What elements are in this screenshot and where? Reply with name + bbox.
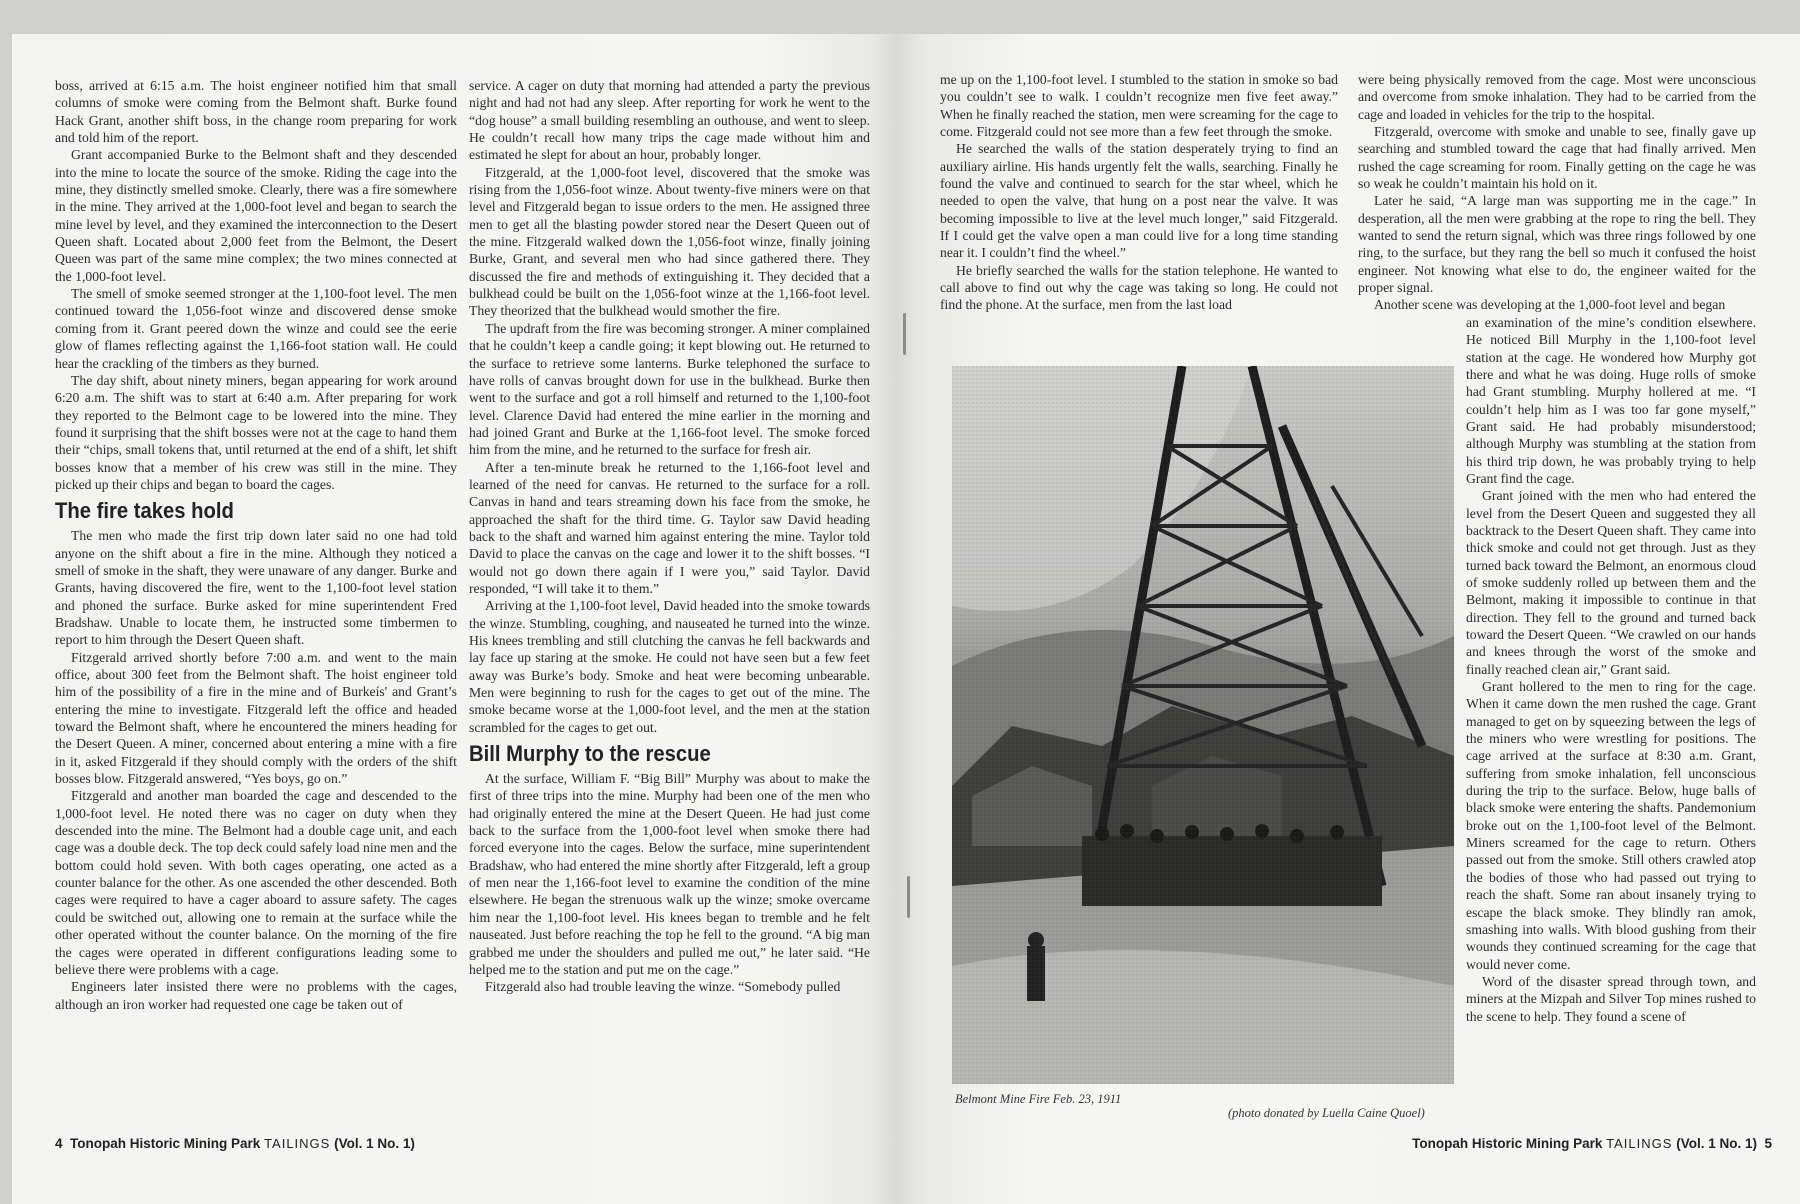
paragraph: Grant joined with the men who had entered the level from the Desert Queen and suggested they all backtrack to the Desert Queen shaft. They came into thick smoke and could not get through. Just as they turned back toward the Belmont, an enormous cloud of smoke suddenly rolled up between them and the Belmont, making it impossible to continue in that direction. They fell to the ground and turned back toward the Desert Queen. “We crawled on our hands and knees through the worst of the smoke and finally reached clean air,” Grant said. — [1466, 488, 1756, 677]
volume-label: (Vol. 1 No. 1) — [334, 1136, 415, 1151]
right-page-footer — [1412, 1136, 1772, 1151]
paragraph: After a ten-minute break he returned to the 1,166-foot level and learned of the need for canvas. He returned to the surface for a roll. Canvas in hand and tears streaming down his face from the smoke, he approached the shaft for the third time. G. Taylor saw David heading back to the shaft and warned him against entering the mine. Taylor told David to place the canvas on the cage and lower it to the shift bosses. “I would not go down there again if I were you,” said Taylor. David responded, “I will take it to them.” — [469, 459, 870, 596]
paragraph: The day shift, about ninety miners, began appearing for work around 6:20 a.m. The shift was to start at 6:40 a.m. After preparing for work they reported to the Belmont cage to be lowered into the mine. They found it surprising that the shift bosses were not at the cage to hand them their “chips, small tokens that, until returned at the end of a shift, let shift bosses know that a member of his crew was still in the mine. They picked up their chips and began to board the cages. — [55, 372, 457, 492]
volume-label: (Vol. 1 No. 1) — [1676, 1136, 1757, 1151]
paragraph: Later he said, “A large man was supporting me in the cage.” In desperation, all the men were grabbing at the rope to ring the bell. They wanted to send the return signal, which was three rings followed by one ring, to the surface, but they rang the bell so much it confused the hoist engineer. Not knowing what else to do, the engineer waited for the proper signal. — [1358, 193, 1756, 296]
belmont-mine-fire-photo — [952, 366, 1454, 1084]
park-name: Tonopah Historic Mining Park — [70, 1136, 261, 1151]
left-column-2 — [469, 77, 870, 996]
paragraph: The smell of smoke seemed stronger at the 1,100-foot level. The men continued toward the 1,056-foot winze and discovered dense smoke coming from it. Grant peered down the winze and could see the eerie glow of flames reflecting against the 1,166-foot station wall. He could hear the crackling of the timbers as they burned. — [55, 286, 457, 371]
paragraph: Grant hollered to the men to ring for the cage. When it came down the men rushed the cage. Grant managed to get on by squeezing between the legs of the miners who were wrestling for positions. The cage arrived at the surface at 8:30 a.m. Grant, suffering from smoke inhalation, fell unconscious during the trip to the surface. Below, huge balls of black smoke were entering the shafts. Pandemonium broke out on the 1,100-foot level of the Belmont. Miners screamed for the cage to return. Others passed out from the smoke. Still others crawled atop the bodies of those who had passed out trying to reach the shaft. Some ran about insanely trying to escape the black smoke. They blindly ran amok, smashing into walls. With blood gushing from their wounds they continued screaming for the cage that would never come. — [1466, 679, 1756, 972]
paragraph: Engineers later insisted there were no problems with the cages, although an iron worker had requested one cage be taken out of — [55, 979, 457, 1012]
photo-credit: (photo donated by Luella Caine Quoel) — [1228, 1106, 1425, 1120]
paragraph: Fitzgerald also had trouble leaving the winze. “Somebody pulled — [485, 979, 841, 995]
tailings-logo: TAILINGS — [264, 1136, 331, 1151]
paragraph: He searched the walls of the station desperately trying to find an auxiliary airline. His hands urgently felt the walls, searching. Finally he found the valve and continued to search for the star wheel, which he needed to open the valve, that hung on a post near the valve. It was becoming impossible to live at the level much longer,” said Fitzgerald. If I could get the valve open a man could live for a long time standing near it. I couldn’t find the wheel.” — [940, 141, 1338, 261]
page-number: 4 — [55, 1136, 63, 1151]
paragraph: service. A cager on duty that morning had attended a party the previous night and had not had any sleep. After reporting for work he went to the “dog house” a small building resembling an outhouse, and went to sleep. He couldn’t recall how many trips the cage made without him and estimated he slept for about an hour, probably longer. — [469, 78, 870, 163]
paragraph: boss, arrived at 6:15 a.m. The hoist engineer notified him that small columns of smoke were coming from the Belmont shaft. Burke found Hack Grant, another shift boss, in the change room preparing for work and told him of the report. — [55, 78, 457, 146]
paragraph: At the surface, William F. “Big Bill” Murphy was about to make the first of three trips into the mine. Murphy had been one of the men who had originally entered the mine at the Desert Queen. He had just come back to the surface from the 1,000-foot level when smoke there had forced everyone into the cages. Below the surface, mine superintendent Bradshaw, who had entered the mine shortly after Fitzgerald, left a group of men near the 1,166-foot level to examine the condition of the mine elsewhere. He began the strenuous walk up the winze; smoke overcame him near the 1,100-foot level. His knees began to tremble and he felt nauseated. Just before reaching the top he fell to the ground. “A big man grabbed me under the shoulders and pulled me out,” he later said. “He helped me to the station and put me on the cage.” — [469, 771, 870, 977]
left-page — [12, 34, 897, 1204]
tailings-logo: TAILINGS — [1606, 1136, 1673, 1151]
section-heading-fire-takes-hold: The fire takes hold — [55, 498, 234, 524]
paragraph: were being physically removed from the cage. Most were unconscious and overcome from smoke inhalation. They had to be carried from the cage and loaded in vehicles for the trip to the hospital. — [1358, 72, 1756, 122]
paragraph: Fitzgerald, at the 1,000-foot level, discovered that the smoke was rising from the 1,056-foot winze. About twenty-five miners were on that level and Fitzgerald began to issue orders to the men. He assigned three men to get all the blasting powder stored near the Desert Queen out of the mine. Fitzgerald walked down the 1,056-foot winze, finally joining Burke, Grant, and several men who had since gathered there. They discussed the fire and methods of extinguishing it. They decided that a bulkhead could be built on the 1,056-foot winze at the 1,166-foot level. They theorized that the bulkhead would smother the fire. — [469, 164, 870, 319]
paragraph: Grant accompanied Burke to the Belmont shaft and they descended into the mine to locate the source of the smoke. Riding the cage into the mine, they distinctly smelled smoke. Clearly, there was a fire somewhere in the mine. They arrived at the 1,000-foot level and began to search the mine level by level, and they examined the interconnection to the Desert Queen shaft. Located about 2,000 feet from the Belmont, the Desert Queen was part of the same mine complex; the two mines connected at the 1,000-foot level. — [55, 147, 457, 284]
paragraph: The updraft from the fire was becoming stronger. A miner complained that he couldn’t keep a candle going; it kept blowing out. He returned to the surface to retrieve some lanterns. Burke telephoned the surface to have rolls of canvas brought down for use in the bulkhead. Burke then went to the surface and got a roll himself and returned to the 1,100-foot level. Clarence David had entered the mine earlier in the morning and had joined Grant and Burke at the 1,166-foot level. The smoke forced him from the mine, and he returned to the surface for fresh air. — [469, 320, 870, 458]
paragraph: Fitzgerald, overcome with smoke and unable to see, finally gave up searching and stumbled toward the cage that had finally arrived. Men rushed the cage screaming for room. Finally getting on the cage he was so weak he couldn’t maintain his hold on it. — [1358, 124, 1756, 192]
paragraph: Arriving at the 1,100-foot level, David headed into the smoke towards the winze. Stumbling, coughing, and nauseated he turned into the winze. His knees trembling and still clutching the canvas he fell backwards and lay face up staring at the smoke. He could not have seen but a few feet away was Burke’s body. Smoke and heat were becoming unbearable. Men were beginning to rush for the cages to get out of the mine. The smoke became worse at the 1,000-foot level, and the men at the station scrambled for the cages to get out. — [469, 598, 870, 735]
staple-bottom — [907, 876, 910, 918]
staple-top — [903, 313, 906, 355]
paragraph: me up on the 1,100-foot level. I stumbled to the station in smoke so bad you couldn’t see to walk. I couldn’t recognize men five feet away.” When he finally reached the station, men were screaming for the cage to come. Fitzgerald could not see more than a few feet through the smoke. — [940, 72, 1338, 140]
park-name: Tonopah Historic Mining Park — [1412, 1136, 1603, 1151]
page-number: 5 — [1764, 1136, 1772, 1151]
paragraph: Fitzgerald and another man boarded the cage and descended to the 1,000-foot level. He noted there was no cager on duty when they descended into the mine. The Belmont had a double cage unit, and each cage was a double deck. The top deck could safely load nine men and the bottom could hold seven. With both cages operating, one acted as a counter balance for the other. As one ascended the other descended. Both cages were required to have a cager aboard to assure safety. The cages could be switched out, allowing one to remain at the surface while the other operated without the counter balance. On the morning of the fire the cages were operated in different configurations leading some to believe there were problems with a cage. — [55, 788, 457, 977]
right-column-1 — [940, 71, 1338, 314]
paragraph: Another scene was developing at the 1,000-foot level and began — [1374, 297, 1726, 313]
photo-caption: Belmont Mine Fire Feb. 23, 1911 — [955, 1092, 1122, 1106]
paragraph: Word of the disaster spread through town, and miners at the Mizpah and Silver Top mines rushed to the scene to help. They found a scene of — [1466, 973, 1756, 1024]
left-page-footer — [55, 1136, 415, 1151]
paragraph: The men who made the first trip down later said no one had told anyone on the shift about a fire in the mine. Although they noticed a smell of smoke in the shaft, they were unaware of any danger. Burke and Grants, having discovered the fire, went to the 1,100-foot level station and phoned the surface. Burke asked for mine superintendent Fred Bradshaw. Unable to locate them, he instructed some timbermen to report to him through the Desert Queen shaft. — [55, 528, 457, 648]
left-column-1 — [55, 77, 457, 1013]
paragraph: Fitzgerald arrived shortly before 7:00 a.m. and went to the main office, about 300 feet from the Belmont shaft. The hoist engineer told him of the possibility of a fire in the mine and of Burkeís' and Grant’s entering the mine to investigate. Fitzgerald left the office and headed toward the Belmont shaft, where he encountered the miners heading for the Desert Queen. A miner, concerned about entering a mine with a fire in it, asked Fitzgerald if they should comply with the orders of the shift bosses blow. Fitzgerald answered, “Yes boys, go on.” — [55, 649, 457, 787]
section-heading-bill-murphy: Bill Murphy to the rescue — [469, 741, 711, 767]
paragraph: an examination of the mine’s condition elsewhere. He noticed Bill Murphy in the 1,100-foot level station at the cage. He wondered how Murphy got there and what he was doing. Huge rolls of smoke had Grant stumbling. Murphy hollered at me. “I couldn’t help him as I was too far gone myself,” Grant said. He had probably misunderstood; although Murphy was stumbling at the station from his third trip down, he was probably trying to help Grant find the cage. — [1466, 314, 1756, 486]
paragraph: He briefly searched the walls for the station telephone. He wanted to call above to find out why the cage was taking so long. He could not find the phone. At the surface, men from the last load — [940, 262, 1338, 313]
